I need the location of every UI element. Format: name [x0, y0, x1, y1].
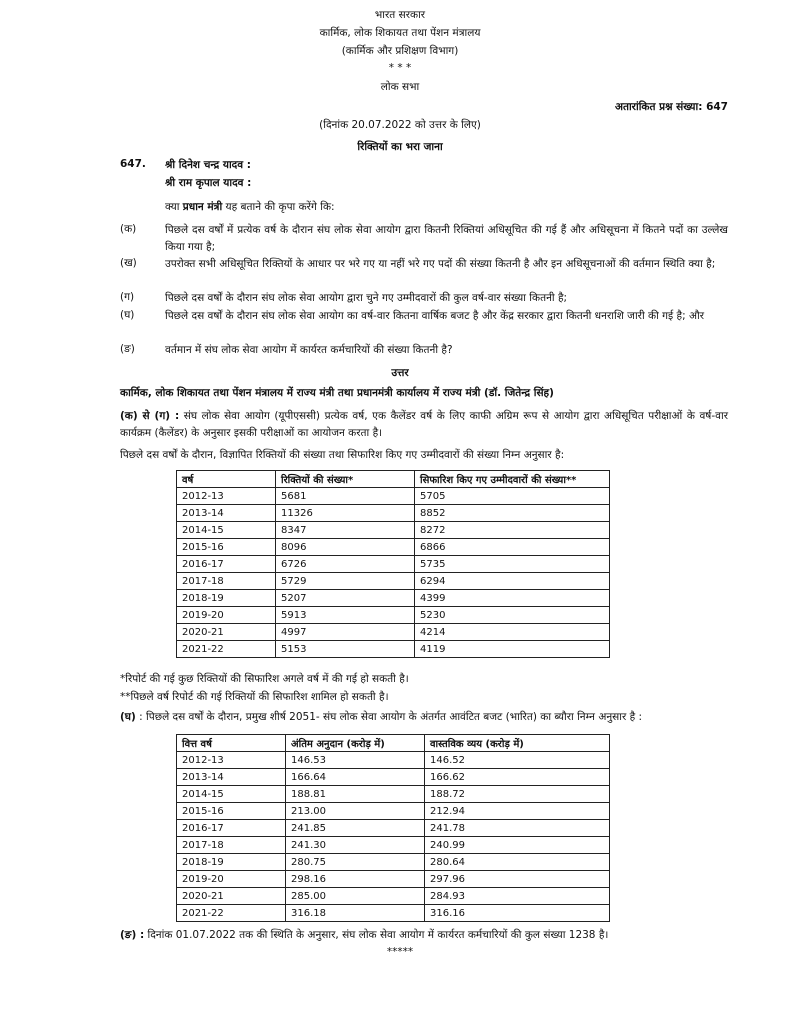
table-cell: 11326 [276, 505, 415, 522]
table-cell: 6294 [415, 573, 610, 590]
question-type: अतारांकित प्रश्न संख्या: 647 [614, 101, 728, 113]
table-cell: 4119 [415, 641, 610, 658]
table-cell: 2021-22 [177, 641, 276, 658]
table-header-cell: रिक्तियों की संख्या* [276, 471, 415, 488]
table-cell: 2017-18 [177, 837, 286, 854]
table-cell: 2020-21 [177, 888, 286, 905]
table-header-cell: वर्ष [177, 471, 276, 488]
part-text-gha: पिछले दस वर्षों के दौरान संघ लोक सेवा आयोग का वर्ष-वार कितना वार्षिक बजट है और केंद्र सरकार द्वारा कितनी धनराशि जारी की गई है; और [165, 310, 705, 322]
table-cell: 316.18 [286, 905, 425, 922]
table-cell: 2015-16 [177, 539, 276, 556]
table-header-cell: वास्तविक व्यय (करोड़ में) [425, 735, 610, 752]
minister-line: कार्मिक, लोक शिकायत तथा पेंशन मंत्रालय में राज्य मंत्री तथा प्रधानमंत्री कार्यालय में राज्य मंत्री (डॉ. जितेन्द्र सिंह) [120, 387, 554, 399]
table-header-cell: सिफारिश किए गए उम्मीदवारों की संख्या** [415, 471, 610, 488]
answer-date: (दिनांक 20.07.2022 को उत्तर के लिए) [319, 119, 481, 131]
table-cell: 285.00 [286, 888, 425, 905]
table-cell: 2019-20 [177, 871, 286, 888]
table-cell: 188.72 [425, 786, 610, 803]
table-cell: 280.64 [425, 854, 610, 871]
table-cell: 2016-17 [177, 820, 286, 837]
table-cell: 212.94 [425, 803, 610, 820]
table-cell: 2014-15 [177, 786, 286, 803]
answer-heading: उत्तर [391, 367, 409, 379]
table-cell: 280.75 [286, 854, 425, 871]
table-row [177, 837, 610, 854]
table-cell: 298.16 [286, 871, 425, 888]
table-cell: 166.64 [286, 769, 425, 786]
table-cell: 5681 [276, 488, 415, 505]
part-text-ka: पिछले दस वर्षों में प्रत्येक वर्ष के दौरान संघ लोक सेवा आयोग द्वारा कितनी रिक्तियां अधिसूचित की गई हैं और अधिसूचना में कितने पदों का उल्लेख किया गया है; [165, 224, 728, 253]
table-cell: 8272 [415, 522, 610, 539]
table-row [177, 752, 610, 769]
table-row [177, 820, 610, 837]
answer-nga: (ङ) : दिनांक 01.07.2022 तक की स्थिति के अनुसार, संघ लोक सेवा आयोग में कार्यरत कर्मचारियों की कुल संख्या 1238 है। [120, 929, 609, 941]
table-cell: 213.00 [286, 803, 425, 820]
table-row [177, 888, 610, 905]
table-cell: 241.30 [286, 837, 425, 854]
part-label-ga: (ग) [120, 291, 135, 303]
table-row [177, 573, 610, 590]
table-row [177, 556, 610, 573]
table-cell: 2016-17 [177, 556, 276, 573]
table-row [177, 607, 610, 624]
table-cell: 2017-18 [177, 573, 276, 590]
table-cell: 241.85 [286, 820, 425, 837]
table-row [177, 488, 610, 505]
table-cell: 2018-19 [177, 854, 286, 871]
part-label-ka: (क) [120, 223, 137, 235]
table-cell: 297.96 [425, 871, 610, 888]
table-row [177, 590, 610, 607]
table-cell: 4399 [415, 590, 610, 607]
table-row [177, 905, 610, 922]
table-cell: 240.99 [425, 837, 610, 854]
table-header-row [177, 471, 610, 488]
table-cell: 5913 [276, 607, 415, 624]
table-cell: 5230 [415, 607, 610, 624]
answer-gha: (घ) : पिछले दस वर्षों के दौरान, प्रमुख शीर्ष 2051- संघ लोक सेवा आयोग के अंतर्गत आवंटित बजट (भारित) का ब्यौरा निम्न अनुसार है : [120, 711, 643, 723]
part-label-nga: (ङ) [120, 343, 135, 355]
table-cell: 146.53 [286, 752, 425, 769]
member-name-1: श्री दिनेश चन्द्र यादव : [165, 159, 251, 171]
part-text-ga: पिछले दस वर्षों के दौरान संघ लोक सेवा आयोग द्वारा चुने गए उम्मीदवारों की कुल वर्ष-वार संख्या कितनी है; [165, 292, 568, 304]
question-intro: क्या प्रधान मंत्री यह बताने की कृपा करेंगे कि: [165, 201, 335, 213]
table-cell: 2012-13 [177, 488, 276, 505]
table-row [177, 539, 610, 556]
budget-table [176, 734, 610, 922]
question-number: 647. [120, 158, 146, 170]
table-cell: 2021-22 [177, 905, 286, 922]
table-header-cell: अंतिम अनुदान (करोड़ में) [286, 735, 425, 752]
table-row [177, 871, 610, 888]
table-cell: 5735 [415, 556, 610, 573]
table-cell: 8096 [276, 539, 415, 556]
table-cell: 6726 [276, 556, 415, 573]
table-cell: 4997 [276, 624, 415, 641]
header-stars: * * * [388, 62, 412, 74]
table-cell: 2014-15 [177, 522, 276, 539]
header-department: (कार्मिक और प्रशिक्षण विभाग) [341, 45, 459, 57]
table-cell: 8347 [276, 522, 415, 539]
table-cell: 2013-14 [177, 505, 276, 522]
table-cell: 5729 [276, 573, 415, 590]
table-cell: 188.81 [286, 786, 425, 803]
table-row [177, 505, 610, 522]
table-cell: 8852 [415, 505, 610, 522]
table-cell: 5207 [276, 590, 415, 607]
answer-ka-ga: (क) से (ग) : संघ लोक सेवा आयोग (यूपीएससी) प्रत्येक वर्ष, एक कैलेंडर वर्ष के लिए काफी अग्रिम रूप से आयोग द्वारा अधिसूचित परीक्षाओं के वर्ष-वार कार्यक्रम (कैलेंडर) के अनुसार इसकी परीक्षाओं का आयोजन करता है। [120, 410, 729, 439]
table-cell: 2019-20 [177, 607, 276, 624]
table-cell: 6866 [415, 539, 610, 556]
table-row [177, 641, 610, 658]
table-cell: 4214 [415, 624, 610, 641]
table-cell: 284.93 [425, 888, 610, 905]
table-cell: 2013-14 [177, 769, 286, 786]
part-label-gha: (घ) [120, 309, 135, 321]
subject-title: रिक्तियों का भरा जाना [357, 141, 443, 153]
table-row [177, 854, 610, 871]
footnote-2: **पिछले वर्ष रिपोर्ट की गई रिक्तियों की सिफारिश शामिल हो सकती है। [120, 691, 389, 703]
table-row [177, 803, 610, 820]
header-gov: भारत सरकार [374, 9, 426, 21]
table-header-cell: वित्त वर्ष [177, 735, 286, 752]
table1-intro: पिछले दस वर्षों के दौरान, विज्ञापित रिक्तियों की संख्या तथा सिफारिश किए गए उम्मीदवारों की संख्या निम्न अनुसार है: [120, 449, 565, 461]
table-row [177, 624, 610, 641]
part-text-kha: उपरोक्त सभी अधिसूचित रिक्तियों के आधार पर भरे गए या नहीं भरे गए पदों की संख्या कितनी है और इन अधिसूचनाओं की वर्तमान स्थिति क्या है; [165, 258, 716, 270]
table-row [177, 522, 610, 539]
table-header-row [177, 735, 610, 752]
table-cell: 2018-19 [177, 590, 276, 607]
vacancies-table [176, 470, 610, 658]
part-text-nga: वर्तमान में संघ लोक सेवा आयोग में कार्यरत कर्मचारियों की संख्या कितनी है? [165, 344, 453, 356]
table-row [177, 769, 610, 786]
table-cell: 241.78 [425, 820, 610, 837]
table-cell: 2020-21 [177, 624, 276, 641]
table-cell: 166.62 [425, 769, 610, 786]
table-row [177, 786, 610, 803]
table-cell: 5705 [415, 488, 610, 505]
table-cell: 5153 [276, 641, 415, 658]
member-name-2: श्री राम कृपाल यादव : [165, 177, 252, 189]
part-label-kha: (ख) [120, 257, 137, 269]
table-cell: 2012-13 [177, 752, 286, 769]
end-stars: ***** [386, 946, 414, 958]
table-cell: 146.52 [425, 752, 610, 769]
header-house: लोक सभा [380, 81, 420, 93]
header-ministry: कार्मिक, लोक शिकायत तथा पेंशन मंत्रालय [319, 27, 481, 39]
table-cell: 316.16 [425, 905, 610, 922]
table-cell: 2015-16 [177, 803, 286, 820]
footnote-1: *रिपोर्ट की गई कुछ रिक्तियों की सिफारिश अगले वर्ष में की गई हो सकती है। [120, 673, 409, 685]
